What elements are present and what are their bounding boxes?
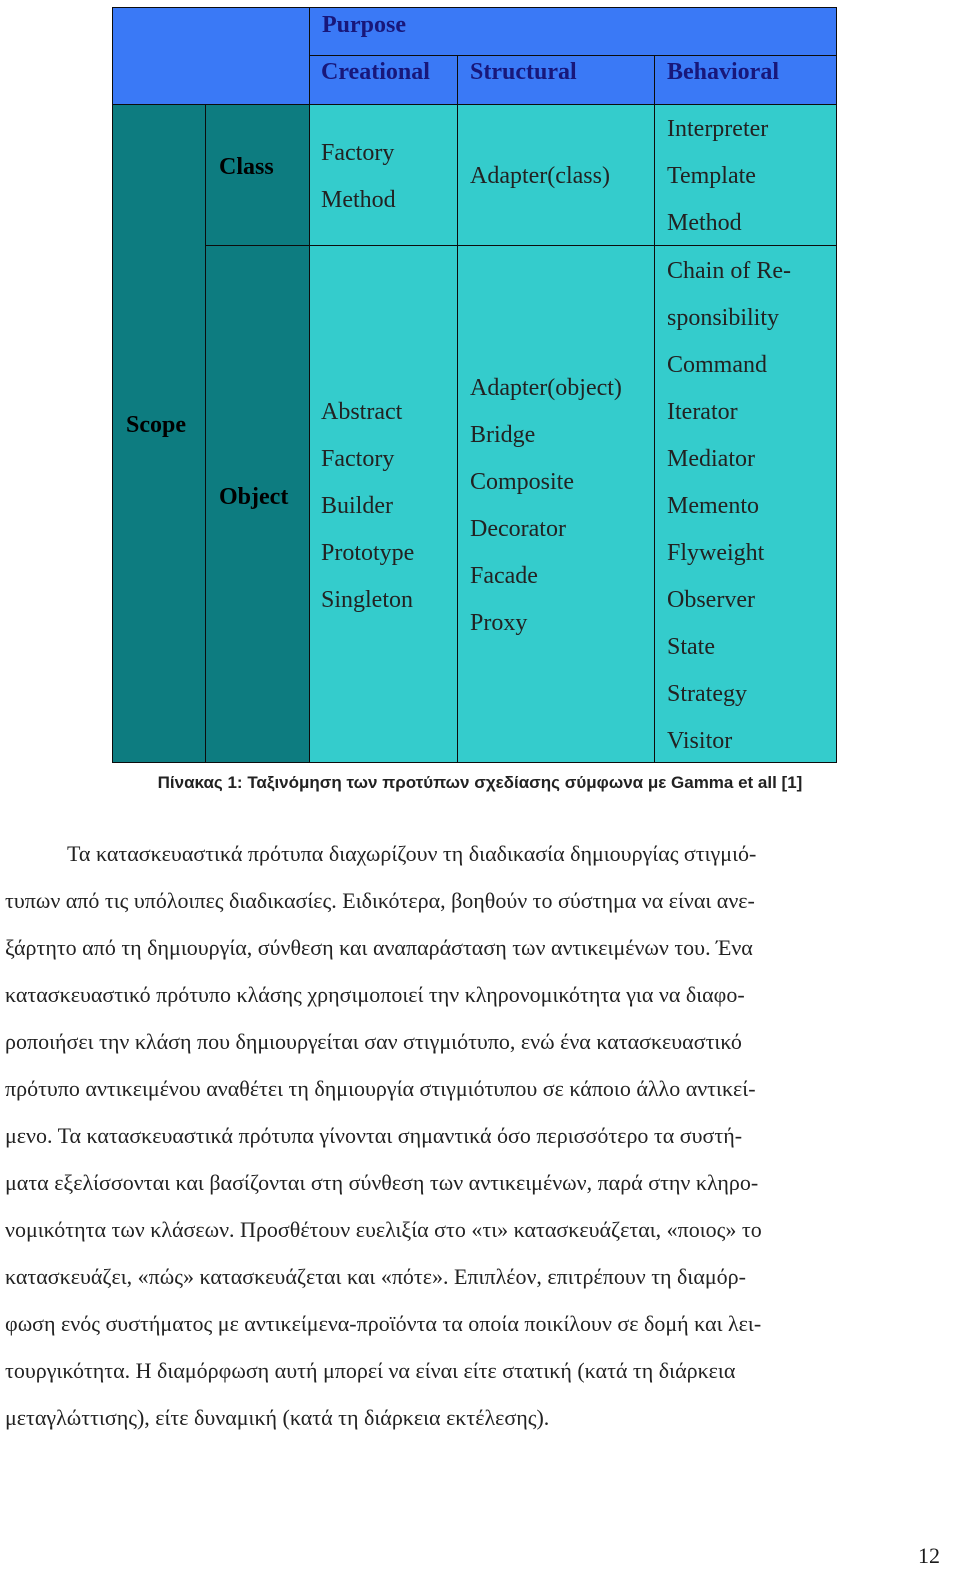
- paragraph-line: νομικότητα των κλάσεων. Προσθέτουν ευελιξία στο «τι» κατασκευάζεται, «ποιος» το: [5, 1217, 762, 1242]
- purpose-header: Purpose: [322, 12, 406, 38]
- body-paragraph: [5, 830, 762, 1441]
- pattern-item: Visitor: [667, 728, 733, 754]
- pattern-item: sponsibility: [667, 305, 780, 331]
- paragraph-line: κατασκευαστικό πρότυπο κλάσης χρησιμοποιεί την κληρονομικότητα για να διαφο-: [5, 982, 745, 1007]
- pattern-item: Abstract: [321, 399, 403, 425]
- pattern-item: Factory: [321, 446, 395, 472]
- pattern-item: Singleton: [321, 587, 414, 613]
- structural-header: Structural: [470, 59, 577, 85]
- class-behavioral-list: [667, 106, 768, 247]
- paragraph-line: τυπων από τις υπόλοιπες διαδικασίες. Ειδικότερα, βοηθούν το σύστημα να είναι ανε-: [5, 888, 755, 913]
- page-number: 12: [918, 1543, 940, 1568]
- paragraph-line: κατασκευάζει, «πώς» κατασκευάζεται και «πότε». Επιπλέον, επιτρέπουν τη διαμόρ-: [5, 1264, 746, 1289]
- pattern-item: Facade: [470, 563, 538, 589]
- pattern-item: Prototype: [321, 540, 415, 566]
- pattern-item: Builder: [321, 493, 393, 519]
- class-creational-list: [321, 130, 396, 224]
- class-structural-list: [470, 153, 610, 200]
- object-structural-list: [470, 365, 622, 647]
- pattern-item: Bridge: [470, 422, 536, 448]
- pattern-item: Observer: [667, 587, 755, 613]
- pattern-item: Method: [667, 210, 742, 236]
- pattern-item: Mediator: [667, 446, 755, 472]
- pattern-item: Template: [667, 163, 756, 189]
- paragraph-line: πρότυπο αντικειμένου αναθέτει τη δημιουργία στιγμιότυπου σε κάποιο άλλο αντικεί-: [5, 1076, 756, 1101]
- paragraph-line: μενο. Τα κατασκευαστικά πρότυπα γίνονται σημαντικά όσο περισσότερο τα συστή-: [5, 1123, 743, 1148]
- class-row-label: Class: [219, 154, 274, 180]
- pattern-item: Method: [321, 187, 396, 213]
- pattern-item: Adapter(class): [470, 163, 610, 189]
- paragraph-line: φωση ενός συστήματος με αντικείμενα-προϊόντα τα οποία ποικίλουν σε δομή και λει-: [5, 1311, 762, 1336]
- pattern-item: State: [667, 634, 715, 660]
- pattern-item: Command: [667, 352, 767, 378]
- object-row-label: Object: [219, 484, 289, 510]
- pattern-item: Strategy: [667, 681, 747, 707]
- paragraph-line: μεταγλώττισης), είτε δυναμική (κατά τη διάρκεια εκτέλεσης).: [5, 1405, 550, 1430]
- object-creational-list: [321, 389, 414, 624]
- pattern-item: Flyweight: [667, 540, 765, 566]
- pattern-item: Proxy: [470, 610, 528, 636]
- pattern-item: Interpreter: [667, 116, 769, 142]
- pattern-item: Decorator: [470, 516, 566, 542]
- pattern-item: Iterator: [667, 399, 738, 425]
- pattern-item: Factory: [321, 140, 395, 166]
- table-caption: Πίνακας 1: Ταξινόμηση των προτύπων σχεδίασης σύμφωνα με Gamma et all [1]: [157, 773, 803, 792]
- paragraph-line: ροποιήσει την κλάση που δημιουργείται σαν στιγμιότυπο, ενώ ένα κατασκευαστικό: [5, 1029, 742, 1054]
- pattern-item: Memento: [667, 493, 759, 519]
- paragraph-line: Τα κατασκευαστικά πρότυπα διαχωρίζουν τη διαδικασία δημιουργίας στιγμιό-: [67, 841, 757, 866]
- pattern-item: Composite: [470, 469, 575, 495]
- paragraph-line: τουργικότητα. Η διαμόρφωση αυτή μπορεί να είναι είτε στατική (κατά τη διάρκεια: [5, 1358, 736, 1383]
- pattern-item: Adapter(object): [470, 375, 622, 401]
- paragraph-line: ξάρτητο από τη δημιουργία, σύνθεση και αναπαράσταση των αντικειμένων του. Ένα: [5, 935, 753, 960]
- paragraph-line: ματα εξελίσσονται και βασίζονται στη σύνθεση των αντικειμένων, παρά στην κληρο-: [5, 1170, 759, 1195]
- scope-label: Scope: [126, 412, 186, 438]
- pattern-item: Chain of Re-: [667, 258, 791, 284]
- object-behavioral-list: [667, 248, 791, 765]
- behavioral-header: Behavioral: [667, 59, 779, 85]
- creational-header: Creational: [321, 59, 430, 85]
